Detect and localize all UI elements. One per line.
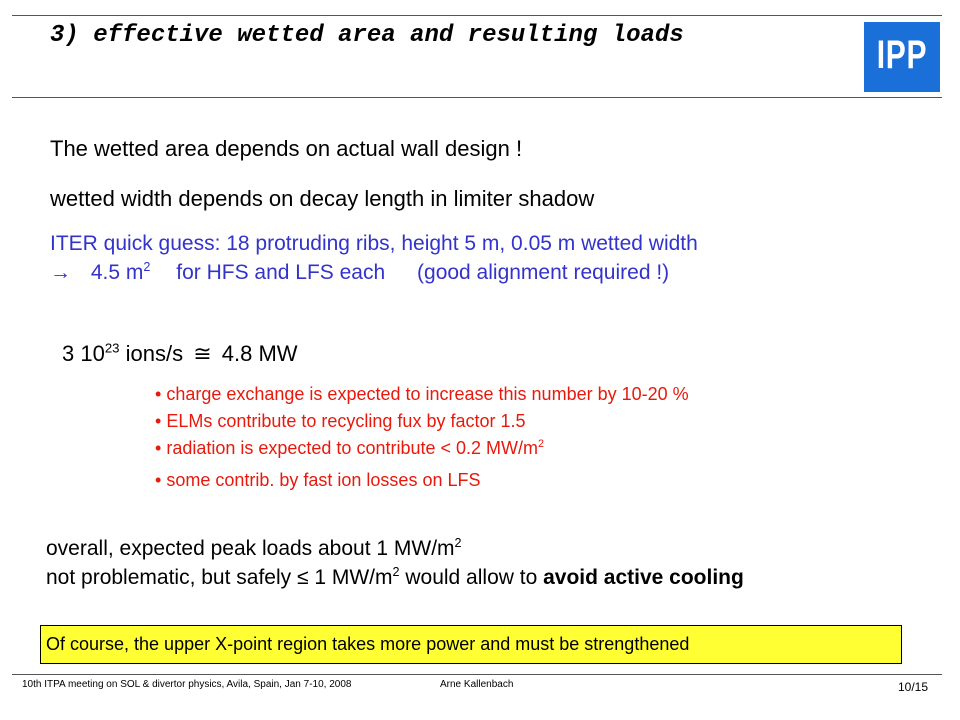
peak-loads-line: overall, expected peak loads about 1 $MW/m^2$: [46, 536, 462, 560]
bullet-icon: •: [155, 384, 162, 404]
area-value: 4.5 $m^2$: [90, 260, 151, 284]
slide-title: 3) effective wetted area and resulting loads: [50, 22, 684, 49]
x-point-highlight-box: Of course, the upper X-point region takes more power and must be strengthened: [40, 625, 902, 664]
bullet-icon: •: [155, 470, 162, 490]
header-divider: [12, 97, 942, 98]
page-number: 10/15: [898, 680, 929, 694]
footer-meeting: 10th ITPA meeting on SOL & divertor physics, Avila, Spain, Jan 7-10, 2008: [22, 679, 352, 690]
less-equal-symbol: ≤: [296, 566, 309, 589]
bullet-icon: •: [155, 411, 162, 431]
iter-result-line: [50, 261, 669, 285]
footer-divider: [12, 674, 942, 675]
wetted-area-statement: The wetted area depends on actual wall design !: [50, 136, 523, 161]
arrow-icon: →: [50, 261, 71, 284]
top-divider: [12, 15, 942, 16]
bullet-fast-ion-losses: • some contrib. by fast ion losses on LFS: [155, 470, 481, 490]
bullet-radiation: • radiation is expected to contribute < 0.2 $MW/m^2$: [155, 438, 545, 458]
cooling-line: not problematic, but safely ≤ 1 $MW/m^2$ would allow to avoid active cooling: [46, 565, 744, 589]
ion-flux-line: 3 $10^{23}$ ions/s ≅ 4.8 MW: [62, 340, 298, 366]
bullet-elms: • ELMs contribute to recycling fux by factor 1.5: [155, 411, 526, 431]
avoid-active-cooling: avoid active cooling: [543, 566, 744, 589]
bullet-charge-exchange: • charge exchange is expected to increase this number by 10-20 %: [155, 384, 689, 404]
iter-quick-guess: ITER quick guess: 18 protruding ribs, height 5 m, 0.05 m wetted width: [50, 232, 698, 255]
ipp-logo-text: IPP: [876, 33, 928, 77]
alignment-note: (good alignment required !): [417, 261, 670, 284]
ipp-logo: [864, 22, 940, 92]
bullet-icon: •: [155, 438, 162, 458]
footer-author: Arne Kallenbach: [440, 679, 514, 690]
approx-equal-symbol: ≅: [193, 341, 212, 366]
hfs-lfs-note: for HFS and LFS each: [176, 261, 386, 284]
wetted-width-statement: wetted width depends on decay length in limiter shadow: [50, 186, 595, 211]
